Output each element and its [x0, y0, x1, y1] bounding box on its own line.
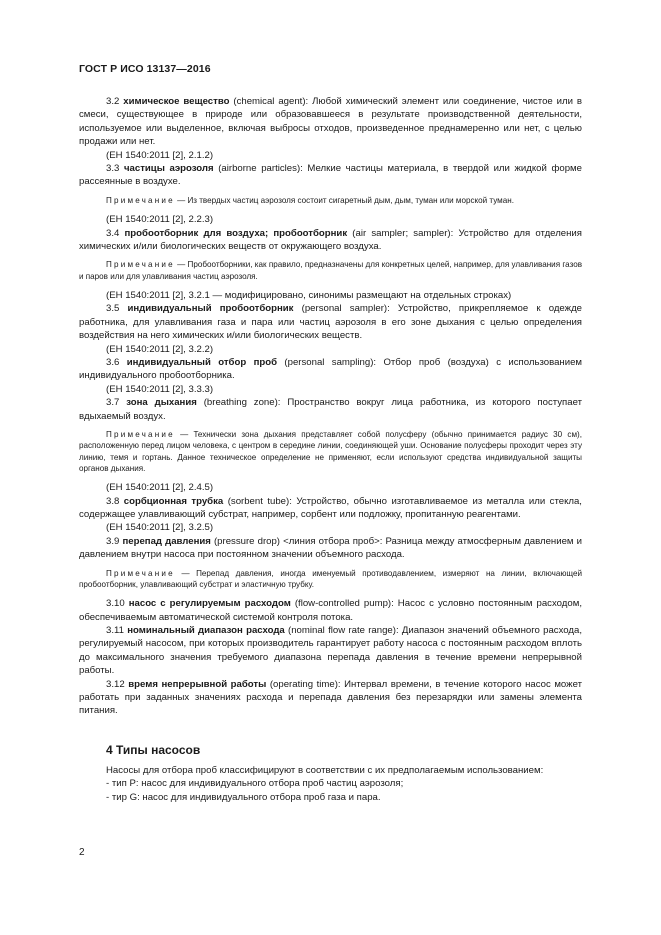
term-name: перепад давления [122, 535, 211, 547]
term-definition: (personal sampling): Отбор проб (воздуха) с использованием индивидуального пробоотборника. [79, 356, 582, 382]
term-name: сорбционная трубка [123, 495, 224, 507]
term-number: 3.6 [106, 356, 120, 368]
term-entry [79, 624, 582, 678]
term-note [79, 429, 582, 474]
section-heading: 4 Типы насосов [106, 742, 201, 757]
term-entry [79, 162, 582, 189]
term-name: насос с регулируемым расходом [128, 598, 291, 610]
term-definition: (pressure drop) <линия отбора проб>: Разница между атмосферным давлением и давлением внутри насоса при постоянном значении объемного расхода. [79, 535, 582, 561]
term-reference: (ЕН 1540:2011 [2], 3.3.3) [106, 383, 214, 395]
term-name: частицы аэрозоля [123, 163, 214, 175]
term-number: 3.4 [106, 227, 120, 239]
term-number: 3.10 [106, 598, 125, 610]
page-content [79, 95, 582, 804]
note-text: — Пробоотборники, как правило, предназначены для конкретных целей, например, для улавливания газов и паров или для улавливания частиц аэрозоля. [79, 260, 582, 281]
term-entry [79, 356, 582, 383]
term-entry [79, 227, 582, 254]
term-definition: (flow-controlled pump): Насос с условно постоянным расходом, обеспечиваемым автоматической системой контроля потока. [79, 598, 582, 623]
term-note [79, 195, 582, 206]
term-definition: (operating time): Интервал времени, в течение которого насос может работать при заданных значениях расхода и перепада давления без перезарядки или замены элемента питания. [79, 678, 582, 717]
section-intro: Насосы для отбора проб классифицируют в соответствии с их предполагаемым использованием: [106, 764, 544, 776]
term-name: пробоотборник для воздуха; пробоотборник [124, 227, 348, 239]
term-reference: (ЕН 1540:2011 [2], 3.2.1 — модифицировано, синонимы размещают на отдельных строках) [106, 289, 512, 301]
term-number: 3.9 [106, 535, 120, 547]
term-entry [79, 495, 582, 522]
note-label: Примечание [106, 195, 175, 205]
term-number: 3.5 [106, 303, 120, 315]
term-name: химическое вещество [123, 96, 230, 107]
term-name: индивидуальный отбор проб [126, 356, 278, 368]
term-number: 3.11 [106, 625, 124, 637]
term-name: зона дыхания [126, 397, 197, 409]
term-definition: (breathing zone): Пространство вокруг лица работника, из которого поступает вдыхаемый воздух. [79, 397, 583, 422]
term-reference: (ЕН 1540:2011 [2], 3.2.2) [106, 343, 214, 355]
term-number: 3.8 [106, 495, 120, 507]
term-name: время непрерывной работы [128, 678, 267, 690]
term-definition: (chemical agent): Любой химический элемент или соединение, чистое или в смеси, существующее в природе или образовавшееся в результате производственной деятельности, используемое или выделенное, включая выбросы отходов, произведенное преднамеренно или нет, с целью продажи или нет. [79, 96, 582, 148]
term-reference: (ЕН 1540:2011 [2], 2.4.5) [106, 482, 214, 494]
term-reference: (ЕН 1540:2011 [2], 2.1.2) [106, 149, 214, 161]
term-definition: (sorbent tube): Устройство, обычно изготавливаемое из металла или стекла, содержащее улавливающий субстрат, например, сорбент или подложку, пропитанную реагентами. [79, 495, 582, 521]
page-number: 2 [79, 847, 85, 858]
term-number: 3.2 [106, 96, 120, 107]
term-entry [79, 396, 582, 423]
term-name: номинальный диапазон расхода [127, 625, 285, 637]
term-definition: (airborne particles): Мелкие частицы материала, в твердой или жидкой форме рассеянные в воздухе. [79, 163, 582, 188]
term-name: индивидуальный пробоотборник [127, 303, 294, 315]
note-label: Примечание [106, 430, 175, 440]
note-text: — Из твердых частиц аэрозоля состоит сигаретный дым, дым, туман или морской туман. [174, 195, 514, 205]
term-definition: (air sampler; sampler): Устройство для отделения химических и/или биологических веществ от окружающего воздуха. [79, 227, 582, 252]
note-text: — Технически зона дыхания представляет собой полусферу (обычно принимается радиус 30 см), расположенную перед лицом человека, с центром в середине линии, соединяющей уши. Основание полусферы проходит через эту линию, темя и гортань. Данное техническое определение не применяют, если используют средства индивидуальной защиты органов дыхания. [79, 430, 582, 473]
term-entry [79, 95, 582, 149]
term-note [79, 568, 582, 591]
list-item: - тир G: насос для индивидуального отбора проб газа и пара. [106, 791, 381, 803]
term-number: 3.12 [106, 678, 125, 690]
term-number: 3.7 [106, 397, 120, 409]
term-reference: (ЕН 1540:2011 [2], 2.2.3) [106, 214, 214, 226]
list-item: - тип P: насос для индивидуального отбора проб частиц аэрозоля; [106, 778, 404, 790]
note-text: — Перепад давления, иногда именуемый противодавлением, измеряют на линии, включающей пробоотборник, улавливающий субстрат и эластичную трубку. [79, 568, 582, 589]
term-entry [79, 302, 582, 342]
term-definition: (personal sampler): Устройство, прикрепляемое к одежде работника, для улавливания газа и пара или частиц аэрозоля в его зоне дыхания с целью определения воздействия на него химических и/или биологических веществ. [79, 303, 583, 342]
term-number: 3.3 [106, 163, 120, 175]
note-label: Примечание [106, 260, 175, 270]
note-label: Примечание [106, 568, 175, 578]
document-header: ГОСТ Р ИСО 13137—2016 [79, 63, 211, 75]
term-note [79, 259, 582, 282]
term-entry [79, 678, 582, 718]
term-entry [79, 597, 582, 624]
term-entry [79, 535, 582, 562]
term-definition: (nominal flow rate range): Диапазон значений объемного расхода, регулируемый насосом, при которых производитель гарантирует работу насоса с постоянным расходом вплоть до максимального значения требуемого диапазона перепада давления в течение времени непрерывной работы. [79, 625, 582, 677]
term-reference: (ЕН 1540:2011 [2], 3.2.5) [106, 522, 214, 534]
